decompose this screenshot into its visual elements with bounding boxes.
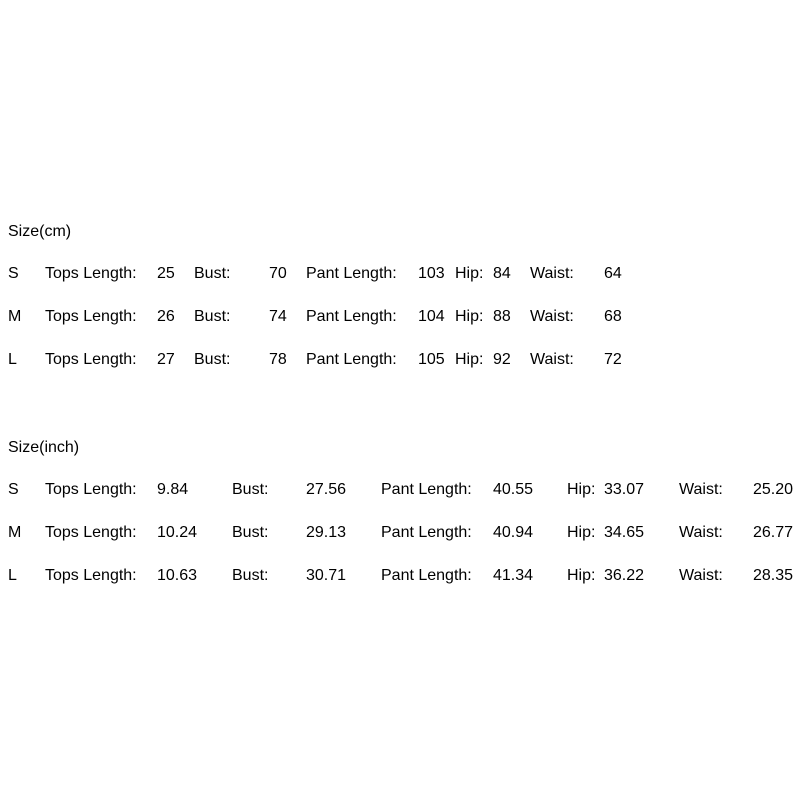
size-label: L — [8, 567, 17, 584]
tops-length-value: 25 — [157, 265, 175, 282]
waist-label: Waist: — [530, 351, 574, 368]
bust-label: Bust: — [194, 351, 231, 368]
pant-length-value: 104 — [418, 308, 445, 325]
pant-length-label: Pant Length: — [306, 308, 397, 325]
bust-value: 30.71 — [306, 567, 347, 584]
pant-length-value: 105 — [418, 351, 445, 368]
hip-label: Hip: — [567, 481, 596, 498]
hip-label: Hip: — [567, 524, 596, 541]
hip-value: 88 — [493, 308, 511, 325]
waist-value: 25.20 — [753, 481, 794, 498]
pant-length-value: 41.34 — [493, 567, 534, 584]
pant-length-label: Pant Length: — [381, 481, 472, 498]
tops-length-label: Tops Length: — [45, 524, 137, 541]
pant-length-label: Pant Length: — [381, 567, 472, 584]
tops-length-label: Tops Length: — [45, 567, 137, 584]
waist-label: Waist: — [679, 567, 723, 584]
waist-value: 68 — [604, 308, 622, 325]
bust-label: Bust: — [232, 481, 269, 498]
bust-label: Bust: — [194, 308, 231, 325]
waist-value: 72 — [604, 351, 622, 368]
pant-length-value: 40.94 — [493, 524, 534, 541]
pant-length-value: 103 — [418, 265, 445, 282]
size-cm-heading: Size(cm) — [8, 223, 72, 240]
bust-value: 70 — [269, 265, 287, 282]
tops-length-value: 9.84 — [157, 481, 189, 498]
size-label: L — [8, 351, 17, 368]
size-label: S — [8, 481, 19, 498]
waist-value: 26.77 — [753, 524, 794, 541]
pant-length-label: Pant Length: — [381, 524, 472, 541]
hip-value: 33.07 — [604, 481, 645, 498]
tops-length-label: Tops Length: — [45, 481, 137, 498]
hip-value: 92 — [493, 351, 511, 368]
tops-length-value: 26 — [157, 308, 175, 325]
tops-length-value: 27 — [157, 351, 175, 368]
bust-value: 27.56 — [306, 481, 347, 498]
pant-length-label: Pant Length: — [306, 351, 397, 368]
size-label: M — [8, 308, 22, 325]
hip-value: 36.22 — [604, 567, 645, 584]
size-inch-heading: Size(inch) — [8, 439, 80, 456]
pant-length-value: 40.55 — [493, 481, 534, 498]
hip-label: Hip: — [455, 308, 484, 325]
tops-length-value: 10.63 — [157, 567, 198, 584]
bust-label: Bust: — [232, 524, 269, 541]
hip-value: 84 — [493, 265, 511, 282]
tops-length-label: Tops Length: — [45, 265, 137, 282]
waist-label: Waist: — [530, 265, 574, 282]
waist-label: Waist: — [679, 481, 723, 498]
waist-value: 64 — [604, 265, 622, 282]
waist-label: Waist: — [679, 524, 723, 541]
bust-label: Bust: — [194, 265, 231, 282]
waist-value: 28.35 — [753, 567, 794, 584]
waist-label: Waist: — [530, 308, 574, 325]
size-label: S — [8, 265, 19, 282]
size-label: M — [8, 524, 22, 541]
tops-length-label: Tops Length: — [45, 308, 137, 325]
bust-value: 78 — [269, 351, 287, 368]
hip-label: Hip: — [455, 265, 484, 282]
pant-length-label: Pant Length: — [306, 265, 397, 282]
tops-length-label: Tops Length: — [45, 351, 137, 368]
hip-label: Hip: — [455, 351, 484, 368]
bust-value: 74 — [269, 308, 287, 325]
bust-value: 29.13 — [306, 524, 347, 541]
bust-label: Bust: — [232, 567, 269, 584]
hip-label: Hip: — [567, 567, 596, 584]
tops-length-value: 10.24 — [157, 524, 198, 541]
hip-value: 34.65 — [604, 524, 645, 541]
